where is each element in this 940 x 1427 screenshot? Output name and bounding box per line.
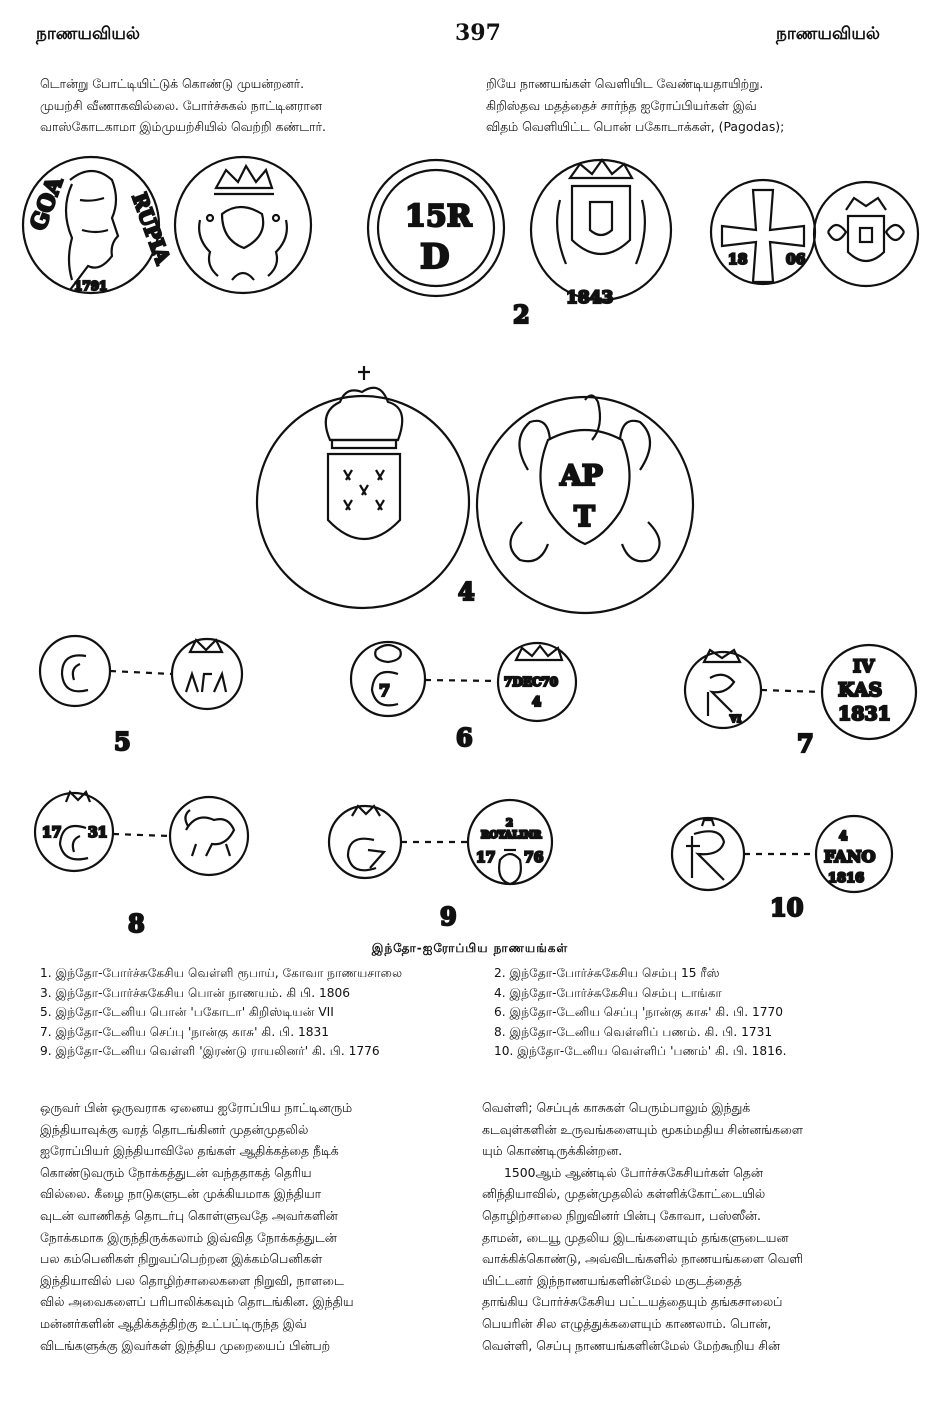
text-line: 1500ஆம் ஆண்டில் போர்ச்சுகேசியர்கள் தென் [504,1164,763,1180]
figure-label-4: 4 [458,577,475,606]
text-line: னிந்தியாவில், முதன்முதலில் கள்ளிக்கோட்டையில் [482,1186,766,1202]
figure-label-8: 8 [128,909,145,938]
running-header-right: நாணயவியல் [776,24,881,44]
body-text-right [482,1097,906,1356]
text-line: நோக்கமாக இருந்திருக்கலாம் இவ்வித நோக்கத்துடன் [40,1229,337,1245]
coin-3-obverse [711,180,815,284]
coin-10-line-2: FANO [824,847,876,866]
coin-2-year: 1843 [566,288,614,308]
coin-4-monogram-bottom: T [574,500,595,533]
text-line: வெள்ளி; செப்புக் காசுகள் பெரும்பாலும் இந்துக் [482,1100,751,1115]
text-line: பல கம்பெனிகள் நிறுவப்பெற்றன இக்கம்பெனிகள் [40,1251,323,1267]
text-line: கடவுள்களின் உருவங்களையும் மூகம்மதிய சின்னங்களை [482,1121,803,1137]
coin-9-year-left: 17 [476,850,496,866]
text-line: ஐரோப்பியர் இந்தியாவிலே தங்கள் ஆதிக்கத்தை நீடிக் [40,1143,339,1159]
text-line: கொண்டுவரும் நோக்கத்துடன் வந்ததாகத் தெரிய [40,1164,312,1180]
text-line: வுடன் வாணிகத் தொடர்பு கொள்ளுவதே அவர்களின் [40,1207,338,1223]
legend-item: 2. இந்தோ-போர்ச்சுகேசிய செம்பு 15 ரீஸ் [494,966,720,980]
legend-item: 8. இந்தோ-டேனிய வெள்ளிப் பணம். கி. பி. 1731 [494,1024,773,1039]
legend-item: 7. இந்தோ-டேனிய செப்பு 'நான்கு காசு' கி. பி. 1831 [40,1024,329,1039]
text-line: இந்தியாவில் பல தொழிற்சாலைகளை நிறுவி, நாளடை [40,1272,344,1288]
legend-left [40,964,480,1062]
legend-right [494,964,914,1062]
text-line: முயற்சி வீணாகவில்லை. போர்ச்சுகல் நாட்டினரான [40,97,322,113]
legend-item: 3. இந்தோ-போர்ச்சுகேசிய பொன் நாணயம். கி பி. 1806 [40,985,351,1000]
coin-9-top-mark: 2 [506,818,513,829]
text-line: டொன்று போட்டியிட்டுக் கொண்டு முயன்றனர். [40,76,305,91]
text-line: வில் அவைகளைப் பரிபாலிக்கவும் தொடங்கின. இந்திய [40,1294,354,1310]
legend-item: 9. இந்தோ-டேனிய வெள்ளி 'இரண்டு ராயலினர்' கி. பி. 1776 [40,1044,380,1059]
text-line: தொழிற்சாலை நிறுவினர் பின்பு கோவா, பஸ்ஸீன். [482,1207,761,1223]
coin-8 [35,792,248,875]
coin-1-right-legend: RUPIA [127,189,176,268]
coin-3-reverse [814,182,918,286]
coin-9-legend: ROYALINR [481,830,542,841]
legend-item: 6. இந்தோ-டேனிய செப்பு 'நான்கு காசு' கி. பி. 1770 [494,1005,783,1020]
coin-1-left-legend: GOA [25,173,69,235]
coin-10-line-1: 4 [839,829,848,843]
coin-9 [329,800,552,884]
top-text-right [486,73,914,138]
coin-7-line-3: 1831 [838,703,891,725]
coin-6-legend: 7DEC70 [504,675,559,689]
text-line: யிட்டனர் இந்நாணயங்களின்மேல் மகுடத்தைத் [482,1272,742,1288]
text-line: தாமன், டையூ முதலிய இடங்களையும் தங்களுடையன [482,1229,789,1245]
running-header-left: நாணயவியல் [36,24,141,44]
text-line: கிறிஸ்தவ மதத்தைச் சார்ந்த ஐரோப்பியர்கள் இவ் [486,97,757,113]
figure-label-10: 10 [770,893,804,922]
text-line: மன்னர்களின் ஆதிக்கத்திற்கு உட்பட்டிருந்த இவ் [40,1315,307,1331]
coin-1-reverse [175,157,311,293]
coin-7-small-mark: VI [730,715,742,725]
coin-2-reverse [531,160,671,300]
text-line: வெள்ளி, செப்பு நாணயங்களின்மேல் மேற்கூறிய சின் [482,1337,781,1353]
figure-label-9: 9 [440,902,457,931]
coin-4-obverse [257,366,469,608]
legend-item: 4. இந்தோ-போர்ச்சுகேசிய செம்பு டாங்கா [494,985,722,1000]
coin-10-line-3: 1816 [828,871,865,886]
coin-4-monogram-top: AP [560,459,603,492]
text-line: வில்லை. கீழை நாடுகளுடன் முக்கியமாக இந்தியா [40,1186,322,1202]
top-text-left [40,73,468,138]
coin-7-line-1: IV [853,657,875,677]
text-line: பெயரின் சில எழுத்துக்களையும் காணலாம். பொன், [482,1315,772,1331]
coin-8-digits-left: 17 [42,825,62,841]
coin-1-year: 1791 [74,279,108,293]
page-number: 397 [455,20,501,46]
coin-2-letter: D [420,237,450,277]
legend-item: 1. இந்தோ-போர்ச்சுகேசிய வெள்ளி ரூபாய், கோவா நாணயசாலை [40,966,403,980]
text-line: வாஸ்கோடகாமா இம்முயற்சியில் வெற்றி கண்டார். [40,119,326,135]
figure-label-6: 6 [456,723,473,752]
figure-label-7: 7 [797,729,814,758]
text-line: தாங்கிய போர்ச்சுகேசிய பட்டயத்தையும் தங்கசாலைப் [482,1294,783,1310]
coin-6-value: 4 [532,695,542,710]
figure-label-5: 5 [114,727,131,756]
text-line: வாக்கிக்கொண்டு, அவ்விடங்களில் நாணயங்களை வெளி [482,1251,804,1267]
coin-8-digits-right: 31 [88,825,108,841]
text-line: விடங்களுக்கு இவர்கள் இந்திய முறையைப் பின்பற் [40,1337,331,1353]
text-line: விதம் வெளியிட்ட பொன் பகோடாக்கள், (Pagodas); [486,119,785,135]
coin-3-year-right: 06 [786,252,806,268]
text-line: இந்தியாவுக்கு வரத் தொடங்கினர் முதன்முதலில் [40,1121,309,1137]
coin-plate-illustration [0,140,940,940]
text-line: யும் கொண்டிருக்கின்றன. [482,1143,623,1159]
coin-7-line-2: KAS [838,679,883,701]
body-text-left [40,1097,468,1356]
coin-6-obverse-digit: 7 [379,681,391,700]
coin-5 [40,636,242,709]
figure-caption: இந்தோ-ஐரோப்பிய நாணயங்கள் [371,941,569,955]
coin-2-denomination: 15R [405,199,472,234]
legend-item: 5. இந்தோ-டேனிய பொன் 'பகோடா' கிறிஸ்டியன் VII [40,1005,334,1020]
coin-9-year-right: 76 [524,850,544,866]
legend-item: 10. இந்தோ-டேனிய வெள்ளிப் 'பணம்' கி. பி. 1816. [494,1044,787,1059]
text-line: றியே நாணயங்கள் வெளியிட வேண்டியதாயிற்று. [486,76,764,91]
coin-3-year-left: 18 [728,252,748,268]
figure-label-2: 2 [513,300,530,329]
text-line: ஒருவர் பின் ஒருவராக ஏனைய ஐரோப்பிய நாட்டினரும் [40,1100,353,1115]
